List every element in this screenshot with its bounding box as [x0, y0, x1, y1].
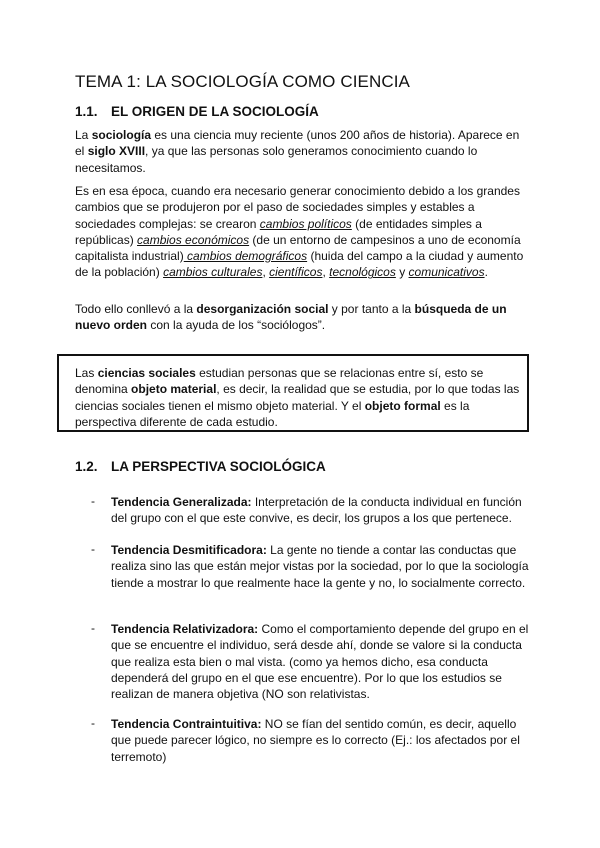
list-item	[111, 542, 529, 591]
text: y por tanto a la	[328, 302, 415, 316]
underlined-term: cambios culturales	[163, 265, 263, 280]
text: estudian personas que se relacionas entre sí, esto se denomina	[75, 366, 484, 397]
bold-term: desorganización social	[196, 302, 329, 316]
list-bullet: -	[91, 494, 95, 508]
text: ,	[262, 265, 270, 280]
section-heading-origin	[75, 104, 319, 119]
paragraph-social-changes	[75, 183, 530, 281]
text: Es en esa época, cuando era necesario generar conocimiento debido a los grandes cambios que se produjeron por el paso de sociedades simples y estables a sociedades complejas: se crearon	[75, 184, 520, 231]
underlined-term: tecnológicos	[329, 265, 396, 280]
section-heading-perspective	[75, 459, 326, 474]
bold-term: objeto formal	[364, 398, 441, 413]
list-item	[111, 716, 529, 765]
section-number: 1.1.	[75, 104, 98, 119]
underlined-term: comunicativos	[408, 265, 485, 280]
bold-term: siglo XVIII	[87, 144, 146, 159]
bold-term: sociología	[91, 128, 152, 142]
section-title: LA PERSPECTIVA SOCIOLÓGICA	[111, 459, 326, 474]
definition-box	[57, 354, 529, 432]
paragraph-sociology-intro	[75, 127, 530, 176]
text: (huida del campo a la ciudad y aumento de la población)	[75, 249, 524, 280]
text: (de un entorno de campesinos a uno de economía capitalista industrial)	[75, 232, 521, 264]
list-item	[111, 621, 529, 702]
item-text: Como el comportamiento depende del grupo en el que se encuentre el individuo, será desde ahí, donde se valore si la conducta que realiza esta bien o mal vista. (como ya hemos dicho, esa conducta dependerá del grupo en el que ese encuentre). Por lo que los estudios se realizan de manera objetiva (NO son relativistas.	[111, 622, 529, 702]
item-text: Interpretación de la conducta individual en función del grupo con el que este convive, es decir, los grupos a los que pertenece.	[111, 495, 522, 526]
list-bullet: -	[91, 621, 95, 635]
text: , es decir, la realidad que se estudia, por lo que todas las ciencias sociales tienen el mismo objeto material. Y el	[75, 382, 520, 413]
paragraph-new-order	[75, 301, 530, 334]
item-text: NO se fían del sentido común, es decir, aquello que puede parecer lógico, no siempre es lo correcto (Ej.: los afectados por el terremoto)	[111, 717, 520, 764]
text: , ya que las personas solo generamos conocimiento cuando lo necesitamos.	[75, 144, 478, 175]
item-text: La gente no tiende a contar las conductas que realiza sino las que están mejor vistas por la sociedad, por lo que la sociología tiende a mostrar lo que realmente hace la gente y no, lo socialmente correcto.	[111, 543, 529, 590]
list-bullet: -	[91, 542, 95, 556]
definition-text	[75, 365, 525, 430]
text: y	[395, 265, 409, 280]
underlined-term: cambios económicos	[137, 232, 250, 247]
text: La	[75, 128, 92, 142]
underlined-term: científicos	[269, 265, 323, 280]
text: es la perspectiva diferente de cada estudio.	[75, 398, 470, 429]
list-item	[111, 494, 529, 527]
item-label: Tendencia Contraintuitiva:	[111, 717, 262, 731]
underlined-term: cambios demográficos	[183, 249, 308, 264]
bold-term: búsqueda de un nuevo orden	[75, 302, 507, 333]
bold-term: ciencias sociales	[97, 366, 196, 380]
text: Las	[75, 366, 98, 380]
text: .	[484, 265, 488, 280]
text: ,	[322, 265, 330, 280]
section-title: EL ORIGEN DE LA SOCIOLOGÍA	[111, 104, 319, 119]
section-number: 1.2.	[75, 459, 98, 474]
item-label: Tendencia Generalizada:	[111, 495, 252, 509]
page-title: TEMA 1: LA SOCIOLOGÍA COMO CIENCIA	[75, 72, 410, 91]
underlined-term: cambios políticos	[259, 216, 352, 231]
bold-term: objeto material	[131, 382, 217, 397]
text: con la ayuda de los “sociólogos”.	[147, 318, 326, 333]
text: es una ciencia muy reciente (unos 200 años de historia). Aparece en el	[75, 128, 520, 159]
text: Todo ello conllevó a la	[75, 302, 197, 316]
item-label: Tendencia Desmitificadora:	[111, 543, 267, 557]
item-label: Tendencia Relativizadora:	[111, 622, 259, 636]
list-bullet: -	[91, 716, 95, 730]
text: (de entidades simples a repúblicas)	[75, 216, 482, 247]
